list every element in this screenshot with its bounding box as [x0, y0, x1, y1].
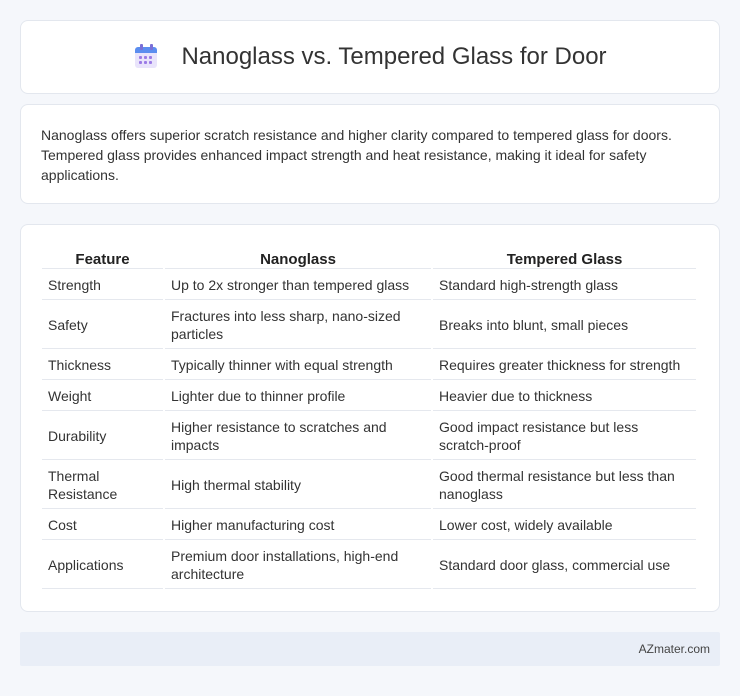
comparison-table [40, 243, 698, 591]
table-row [42, 542, 696, 589]
feature-cell: Thermal Resistance [42, 462, 163, 509]
nanoglass-cell: High thermal stability [165, 462, 431, 509]
tempered-cell: Requires greater thickness for strength [433, 351, 696, 380]
calendar-icon [133, 44, 157, 70]
nanoglass-cell: Lighter due to thinner profile [165, 382, 431, 411]
feature-cell: Cost [42, 511, 163, 540]
nanoglass-cell: Premium door installations, high-end architecture [165, 542, 431, 589]
table-row [42, 382, 696, 411]
footer-bar [20, 632, 720, 666]
tempered-cell: Good impact resistance but less scratch-proof [433, 413, 696, 460]
tempered-cell: Heavier due to thickness [433, 382, 696, 411]
tempered-cell: Standard high-strength glass [433, 271, 696, 300]
feature-cell: Strength [42, 271, 163, 300]
nanoglass-cell: Fractures into less sharp, nano-sized particles [165, 302, 431, 349]
summary-text: Nanoglass offers superior scratch resistance and higher clarity compared to tempered glass for doors. Tempered glass provides enhanced impact strength and heat resistance, making it ideal for safety applications. [41, 127, 672, 183]
footer-site-link[interactable]: AZmater.com [638, 642, 710, 656]
header-nanoglass: Nanoglass [165, 245, 431, 269]
feature-cell: Durability [42, 413, 163, 460]
table-row [42, 511, 696, 540]
table-header-row [42, 245, 696, 269]
summary-card [20, 104, 720, 204]
tempered-cell: Lower cost, widely available [433, 511, 696, 540]
nanoglass-cell: Higher manufacturing cost [165, 511, 431, 540]
nanoglass-cell: Up to 2x stronger than tempered glass [165, 271, 431, 300]
nanoglass-cell: Higher resistance to scratches and impacts [165, 413, 431, 460]
tempered-cell: Standard door glass, commercial use [433, 542, 696, 589]
table-row [42, 271, 696, 300]
page-title: Nanoglass vs. Tempered Glass for Door [181, 43, 607, 70]
table-row [42, 462, 696, 509]
tempered-cell: Good thermal resistance but less than nanoglass [433, 462, 696, 509]
table-row [42, 302, 696, 349]
header-tempered-glass: Tempered Glass [433, 245, 696, 269]
header-feature: Feature [42, 245, 163, 269]
table-row [42, 351, 696, 380]
feature-cell: Weight [42, 382, 163, 411]
table-row [42, 413, 696, 460]
title-card [20, 20, 720, 94]
comparison-table-card [20, 224, 720, 612]
feature-cell: Safety [42, 302, 163, 349]
feature-cell: Thickness [42, 351, 163, 380]
feature-cell: Applications [42, 542, 163, 589]
title-wrap [133, 43, 606, 71]
nanoglass-cell: Typically thinner with equal strength [165, 351, 431, 380]
tempered-cell: Breaks into blunt, small pieces [433, 302, 696, 349]
